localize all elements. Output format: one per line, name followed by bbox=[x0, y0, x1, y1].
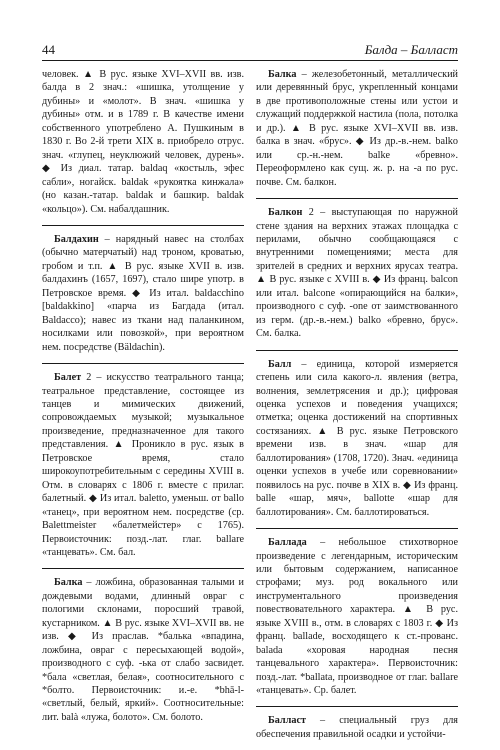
entry-headword: Балет bbox=[54, 372, 82, 384]
entry-body: – нарядный навес на столбах (обычно матерчатый) над троном, кроватью, гробом и т.п. ▲ В рус. языке XVII в. изв. балдахинъ (1657, 1697), стало шире употр. в Петровское время. ◆ Из итал. baldacchino [baldakkino] «парча из Багдада (итал. Baldacco); навес из ткани над паланкином, носилками или повозкой», при вероятном нем. посредстве (Bäldachin). bbox=[42, 233, 244, 353]
entry-body: – единица, которой измеряется степень или сила какого-л. явления (ветра, волнения, землетрясения и др.); цифровая оценка успехов и поведения учащихся; отметка; оценка достижений на спортивных состязаниях. ▲ В рус. языке Петровского времени изв. в знач. «шар для баллотирования» (1708, 1720). Знач. «единица оценки успехов в учебе или соревновании» появилось на рус. почве в XIX в. ◆ Из франц. balle «шар, мяч», ballotte «шар для баллотирования». См. баллотироваться. bbox=[256, 358, 458, 518]
entry-text bbox=[42, 233, 244, 354]
dictionary-entry bbox=[42, 576, 244, 724]
entry-headword: Балласт bbox=[268, 715, 306, 727]
entry-body: – железобетонный, металлический или деревянный брус, укрепленный концами в две противоположные стены или устои и служащий поддержкой настила (пола, потолка и др.). ▲ В рус. языке XVI–XVII вв. изв. балка в знач. «брус». ◆ Из др.-в.-нем. balko или ср.-н.-нем. balke «бревно». Переоформлено как сущ. ж. р. на -а по рус. почве. См. балкон. bbox=[256, 69, 458, 188]
entry-body: 2 – выступающая по наружной стене здания на верхних этажах площадка с перилами, обычно сообщающаяся с внутренними помещениями; места для зрителей в средних и верхних ярусах театра. ▲ В рус. языке с XVIII в. ◆ Из франц. balcon или итал. balcone «опирающийся на балки», производного с суф. -one от заимствованного из герм. (др.-в.-нем.) balko «бревно, брус». См. балка. bbox=[256, 207, 458, 340]
dictionary-entry bbox=[256, 68, 458, 189]
entry-body: – небольшое стихотворное произведение с легендарным, историческим или бытовым содержанием, написанное строфами; муз. род вокального или инструментального произведения повествовательного характера. ▲ В рус. языке XVIII в., отм. в словарях с 1803 г. ◆ Из франц. ballade, восходящего к ст.-прованс. balada «хоровая народная песня танцевального характера». Первоисточник: позд.-лат. *ballata, производное от глаг. ballare «танцевать». Ср. балет. bbox=[256, 537, 458, 697]
entry-headword: Балкон bbox=[268, 207, 303, 219]
entry-separator bbox=[256, 528, 458, 529]
dictionary-entry bbox=[42, 68, 244, 216]
entry-body: человек. ▲ В рус. языке XVI–XVII вв. изв. балда в 2 знач.: «шишка, утолщение у дубины» и «молот». В знач. «шишка у дубины» отм. и в 1789 г. В качестве имени собственного употреблено А. Пушкиным в 1830 г. Во 2-й трети XIX в. приобрело отрус. знач. «глупец, неуклюжий человек, дурень». ◆ Из диал. татар. baldaq «костыль, эфес сабли», ногайск. baldak «рукоятка кинжала» (но казан.-татар. baldak и башкир. baldak «кольцо»). См. набалдашник. bbox=[42, 69, 244, 215]
entry-text bbox=[42, 576, 244, 724]
dictionary-entry bbox=[42, 371, 244, 559]
entry-body: – специальный груз для обеспечения правильной осадки и устойчи- bbox=[256, 715, 458, 740]
entry-separator bbox=[42, 568, 244, 569]
entry-body: 2 – искусство театрального танца; театральное представление, состоящее из танцев и мимических движений, сопровождаемых музыкой; музыкальное произведение, предназначенное для такого представления. ▲ Проникло в рус. язык в Петровское время, стало широкоупотребительным с середины XVIII в. Отм. в словарях с 1806 г. вместе с прилаг. балетный. ◆ Из итал. baletto, уменьш. от ballo «танец», при вероятном нем. посредстве (ср. Balettmeister «балетмейстер» с 1765). Первоисточник: позд.-лат. глаг. ballare «танцевать». См. бал. bbox=[42, 372, 244, 558]
right-column bbox=[256, 68, 458, 750]
page-header bbox=[42, 40, 458, 58]
entry-separator bbox=[42, 225, 244, 226]
entry-body: – ложбина, образованная талыми и дождевыми водами, длинный овраг с пологими склонами, поросший травой, кустарником. ▲ В рус. языке XVI–XVII вв. не изв. ◆ Из праслав. *балька «впадина, ложбина, овраг с пересыхающей водой», производного с суф. -ька от слабо засвидет. *бала «светлая, белая», соотносительного с *болто. Первоисточник: и.-е. *bhā-l- «светлый, белый, яркий». Соотносительные: лит. balà «лужа, болото». См. болото. bbox=[42, 577, 244, 723]
dictionary-entry bbox=[42, 233, 244, 354]
entry-text bbox=[256, 206, 458, 341]
entry-text bbox=[256, 68, 458, 189]
header-rule bbox=[42, 60, 458, 61]
entry-separator bbox=[256, 706, 458, 707]
page-number: 44 bbox=[42, 42, 55, 57]
entry-text bbox=[42, 371, 244, 559]
entry-headword: Балл bbox=[268, 358, 292, 370]
entry-headword: Балка bbox=[54, 577, 83, 589]
entry-text bbox=[256, 714, 458, 741]
dictionary-entry bbox=[256, 358, 458, 519]
left-column bbox=[42, 68, 244, 733]
entry-headword: Балдахин bbox=[54, 233, 99, 245]
entry-headword: Баллада bbox=[268, 537, 307, 549]
entry-separator bbox=[42, 363, 244, 364]
entry-text bbox=[256, 358, 458, 519]
entry-separator bbox=[256, 350, 458, 351]
entry-headword: Балка bbox=[268, 69, 297, 80]
dictionary-entry bbox=[256, 206, 458, 341]
entry-text bbox=[42, 68, 244, 216]
dictionary-entry bbox=[256, 536, 458, 697]
running-head: Балда – Балласт bbox=[364, 42, 458, 57]
entry-separator bbox=[256, 198, 458, 199]
dictionary-entry bbox=[256, 714, 458, 741]
entry-text bbox=[256, 536, 458, 697]
